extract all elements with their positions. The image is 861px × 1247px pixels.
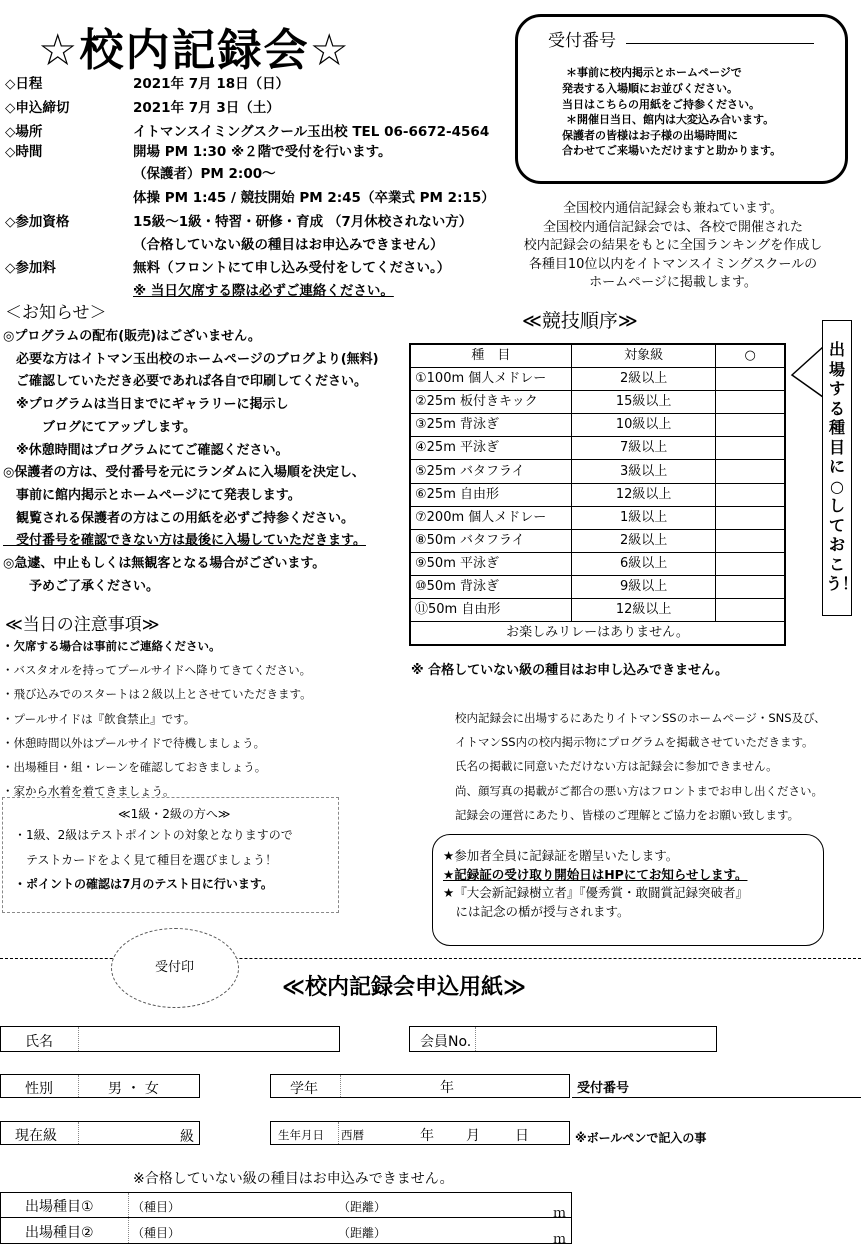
table-row: [410, 437, 785, 460]
notice-line: 事前に館内掲示とホームページにて発表します。: [3, 487, 301, 503]
entry-2-event[interactable]: （種目）: [132, 1226, 181, 1240]
info-label: ◇参加資格: [5, 214, 70, 230]
event-grade: 9級以上: [571, 575, 715, 598]
table-row: [410, 414, 785, 437]
grade-box-line: ・1級、2級はテストポイントの対象となりますので: [14, 828, 293, 842]
form-title: ≪校内記録会申込用紙≫: [282, 975, 527, 1000]
receipt-note: 保護者の皆様はお子様の出場時間に: [562, 129, 738, 142]
caution-line: ・飛び込みでのスタートは２級以上とさせていただきます。: [2, 687, 312, 702]
receipt-number-label: 受付番号: [548, 31, 616, 51]
field-divider: [475, 1027, 476, 1051]
info-value: 15級～1級・特習・研修・育成 （7月休校されない方）: [133, 214, 473, 230]
notice-line: 観覧される保護者の方はこの用紙を必ずご持参ください。: [3, 510, 355, 526]
receipt-note: ＊事前に校内掲示とホームページで: [566, 66, 742, 79]
info-label: ◇申込締切: [5, 100, 70, 116]
event-check-cell[interactable]: [716, 506, 785, 529]
event-check-cell[interactable]: [716, 599, 785, 622]
events-note: ※ 合格していない級の種目はお申し込みできません。: [411, 663, 728, 678]
event-check-cell[interactable]: [716, 368, 785, 391]
info-value: ※ 当日欠席する際は必ずご連絡ください。: [133, 283, 394, 299]
notice-line: ◎プログラムの配布(販売)はございません。: [3, 329, 261, 344]
award-line: ★参加者全員に記録証を贈呈いたします。: [443, 848, 679, 863]
grade-box-line: テストカードをよく見て種目を選びましょう！: [14, 853, 278, 867]
header-grade: 対象級: [571, 344, 715, 368]
caution-line: ・出場種目・組・レーンを確認しておきましょう。: [2, 760, 267, 775]
callout-pointer: [786, 345, 826, 405]
table-row: [410, 599, 785, 622]
event-check-cell[interactable]: [716, 529, 785, 552]
school-year-suffix: 年: [440, 1080, 454, 1096]
event-name: ③25m 背泳ぎ: [410, 414, 571, 437]
info-value: イトマンスイミングスクール玉出校 TEL 06-6672-4564: [133, 124, 490, 140]
table-row: [410, 460, 785, 483]
award-line: には記念の楯が授与されます。: [443, 903, 630, 919]
events-header-row: [410, 344, 785, 368]
info-label: ◇場所: [5, 124, 43, 140]
page-title: ☆校内記録会☆: [38, 25, 351, 76]
receipt-note: 当日はこちらの用紙をご持参ください。: [562, 98, 760, 111]
callout-text: 出場する種目に○しておこう！: [826, 340, 859, 593]
notice-line: ブログにてアップします。: [3, 419, 197, 435]
event-check-cell[interactable]: [716, 575, 785, 598]
receipt-number-form-label: 受付番号: [577, 1081, 630, 1096]
grade-box-title: ≪1級・2級の方へ≫: [118, 807, 231, 821]
receipt-note: ＊開催日当日、館内は大変込み合います。: [566, 113, 775, 126]
table-row: [410, 368, 785, 391]
events-heading: ≪競技順序≫: [522, 310, 638, 332]
privacy-line: 記録会の運営にあたり、皆様のご理解とご協力をお願い致します。: [455, 807, 800, 822]
table-row: [410, 483, 785, 506]
event-grade: 15級以上: [571, 391, 715, 414]
privacy-note: [455, 706, 826, 827]
events-table: [409, 343, 786, 646]
info-value: 2021年 7月 18日（日）: [133, 76, 290, 92]
header-event: 種 目: [410, 344, 571, 368]
info-value: （合格していない級の種目はお申込みできません）: [133, 237, 444, 253]
current-grade-label: 現在級: [15, 1128, 57, 1144]
entry-2-label: 出場種目②: [25, 1225, 94, 1241]
notices-heading: ＜お知らせ＞: [5, 303, 107, 323]
event-name: ②25m 板付きキック: [410, 391, 571, 414]
event-grade: 10級以上: [571, 414, 715, 437]
info-value: 無料（フロントにて申し込み受付をしてください。）: [133, 260, 451, 276]
info-label: ◇参加料: [5, 260, 56, 276]
event-name: ⑥25m 自由形: [410, 483, 571, 506]
notice-line: ※プログラムは当日までにギャラリーに掲示し: [3, 397, 289, 413]
award-line: ★記録証の受け取り開始日はHPにてお知らせします。: [443, 866, 748, 882]
grade-box-line: ・ポイントの確認は7月のテスト日に行います。: [14, 877, 273, 891]
event-check-cell[interactable]: [716, 483, 785, 506]
name-label: 氏名: [25, 1034, 53, 1050]
notice-line: ◎急遽、中止もしくは無観客となる場合がございます。: [3, 556, 326, 572]
notice-line: ◎保護者の方は、受付番号を元にランダムに入場順を決定し、: [3, 465, 365, 481]
gender-options[interactable]: 男 ・ 女: [108, 1081, 159, 1097]
notice-line: 受付番号を確認できない方は最後に入場していただきます。: [3, 533, 366, 549]
notice-line: 必要な方はイトマン玉出校のホームページのブログより(無料): [3, 351, 379, 367]
privacy-line: 氏名の掲載に同意いただけない方は記録会に参加できません。: [455, 759, 778, 774]
event-info: [0, 0, 515, 300]
table-row: [410, 575, 785, 598]
notices-list: [3, 326, 379, 598]
field-divider: [340, 1075, 341, 1097]
birthday-day-suffix: 日: [515, 1128, 529, 1144]
cautions-list: [2, 634, 312, 803]
info-value: 2021年 7月 3日（土）: [133, 100, 280, 116]
notice-line: 予めご了承ください。: [3, 578, 160, 594]
birthday-month-suffix: 月: [466, 1128, 480, 1144]
field-divider: [338, 1122, 339, 1144]
caution-line: ・家から水着を着てきましょう。: [2, 784, 175, 799]
event-check-cell[interactable]: [716, 437, 785, 460]
event-name: ⑧50m バタフライ: [410, 529, 571, 552]
caution-line: ・欠席する場合は事前にご連絡ください。: [2, 639, 221, 653]
field-divider: [128, 1193, 129, 1217]
table-row: [410, 529, 785, 552]
caution-line: ・休憩時間以外はプールサイドで待機しましょう。: [2, 735, 266, 750]
notice-line: ※休憩時間はプログラムにてご確認ください。: [3, 442, 289, 458]
event-grade: 12級以上: [571, 599, 715, 622]
field-divider: [78, 1027, 79, 1051]
caution-line: ・バスタオルを持ってプールサイドへ降りてきてください。: [2, 663, 312, 678]
receipt-number-line: [626, 43, 814, 44]
receipt-note: 合わせてご来場いただけますと助かります。: [562, 144, 782, 157]
gender-label: 性別: [25, 1081, 53, 1097]
national-ranking-note: [508, 200, 838, 293]
events-footer: お楽しみリレーはありません。: [410, 622, 785, 646]
privacy-line: イトマンSS内の校内掲示物にプログラムを掲載させていただきます。: [455, 735, 814, 750]
caution-line: ・プールサイドは『飲食禁止』です。: [2, 711, 196, 726]
privacy-line: 校内記録会に出場するにあたりイトマンSSのホームページ・SNS及び、: [455, 711, 826, 725]
event-check-cell[interactable]: [716, 552, 785, 575]
school-year-label: 学年: [290, 1081, 318, 1097]
event-grade: 1級以上: [571, 506, 715, 529]
event-grade: 2級以上: [571, 368, 715, 391]
birthday-era: 西暦: [341, 1128, 364, 1142]
info-value: 体操 PM 1:45 / 競技開始 PM 2:45（卒業式 PM 2:15）: [133, 190, 495, 206]
event-check-cell[interactable]: [716, 414, 785, 437]
receipt-number-form-line: [572, 1097, 861, 1098]
events-footer-row: [410, 622, 785, 646]
award-line: ★『大会新記録樹立者』『優秀賞・敢闘賞記録突破者』: [443, 885, 748, 900]
field-divider: [78, 1075, 79, 1097]
reception-stamp-label: 受付印: [155, 960, 195, 975]
birthday-year-suffix: 年: [420, 1128, 434, 1144]
event-grade: 3級以上: [571, 460, 715, 483]
field-divider: [128, 1218, 129, 1243]
event-name: ①100m 個人メドレー: [410, 368, 571, 391]
event-name: ⑦200m 個人メドレー: [410, 506, 571, 529]
table-row: [410, 552, 785, 575]
awards-list: [443, 847, 748, 921]
national-note-line: 全国校内通信記録会も兼ねています。: [563, 201, 783, 216]
event-name: ⑨50m 平泳ぎ: [410, 552, 571, 575]
header-check: ○: [716, 344, 785, 368]
national-note-line: ホームページに掲載します。: [589, 275, 757, 290]
event-name: ⑤25m バタフライ: [410, 460, 571, 483]
entry-2-unit: ｍ: [553, 1232, 567, 1247]
pen-note: ※ボールペンで記入の事: [575, 1131, 707, 1145]
national-note-line: 校内記録会の結果をもとに全国ランキングを作成し: [523, 238, 823, 253]
table-row: [410, 506, 785, 529]
info-value: （保護者）PM 2:00～: [133, 166, 276, 182]
privacy-line: 尚、顔写真の掲載がご都合の悪い方はフロントまでお申し出ください。: [455, 783, 823, 798]
national-note-line: 全国校内通信記録会では、各校で開催された: [542, 219, 803, 235]
entry-1-distance[interactable]: （距離）: [338, 1200, 387, 1214]
table-row: [410, 391, 785, 414]
member-number-label: 会員No.: [420, 1034, 472, 1050]
birthday-label: 生年月日: [278, 1128, 324, 1142]
notice-line: ご確認していただき必要であれば各自で印刷してください。: [3, 374, 368, 390]
field-divider: [78, 1122, 79, 1144]
event-grade: 6級以上: [571, 552, 715, 575]
info-label: ◇日程: [5, 76, 43, 92]
info-label: ◇時間: [5, 144, 43, 160]
entry-2-distance[interactable]: （距離）: [338, 1226, 387, 1240]
current-grade-suffix: 級: [180, 1129, 194, 1145]
entry-note: ※合格していない級の種目はお申込みできません。: [133, 1171, 454, 1187]
receipt-note: 発表する入場順にお並びください。: [562, 82, 738, 95]
event-check-cell[interactable]: [716, 460, 785, 483]
entry-1-unit: ｍ: [553, 1206, 567, 1221]
cautions-heading: ≪当日の注意事項≫: [5, 615, 160, 635]
event-grade: 7級以上: [571, 437, 715, 460]
event-name: ⑩50m 背泳ぎ: [410, 575, 571, 598]
event-grade: 12級以上: [571, 483, 715, 506]
event-grade: 2級以上: [571, 529, 715, 552]
entry-1-event[interactable]: （種目）: [132, 1200, 181, 1214]
entry-1-label: 出場種目①: [25, 1199, 94, 1215]
national-note-line: 各種目10位以内をイトマンスイミングスクールの: [528, 256, 818, 272]
event-name: ④25m 平泳ぎ: [410, 437, 571, 460]
event-name: ⑪50m 自由形: [410, 599, 571, 622]
info-value: 開場 PM 1:30 ※２階で受付を行います。: [133, 144, 392, 160]
event-check-cell[interactable]: [716, 391, 785, 414]
